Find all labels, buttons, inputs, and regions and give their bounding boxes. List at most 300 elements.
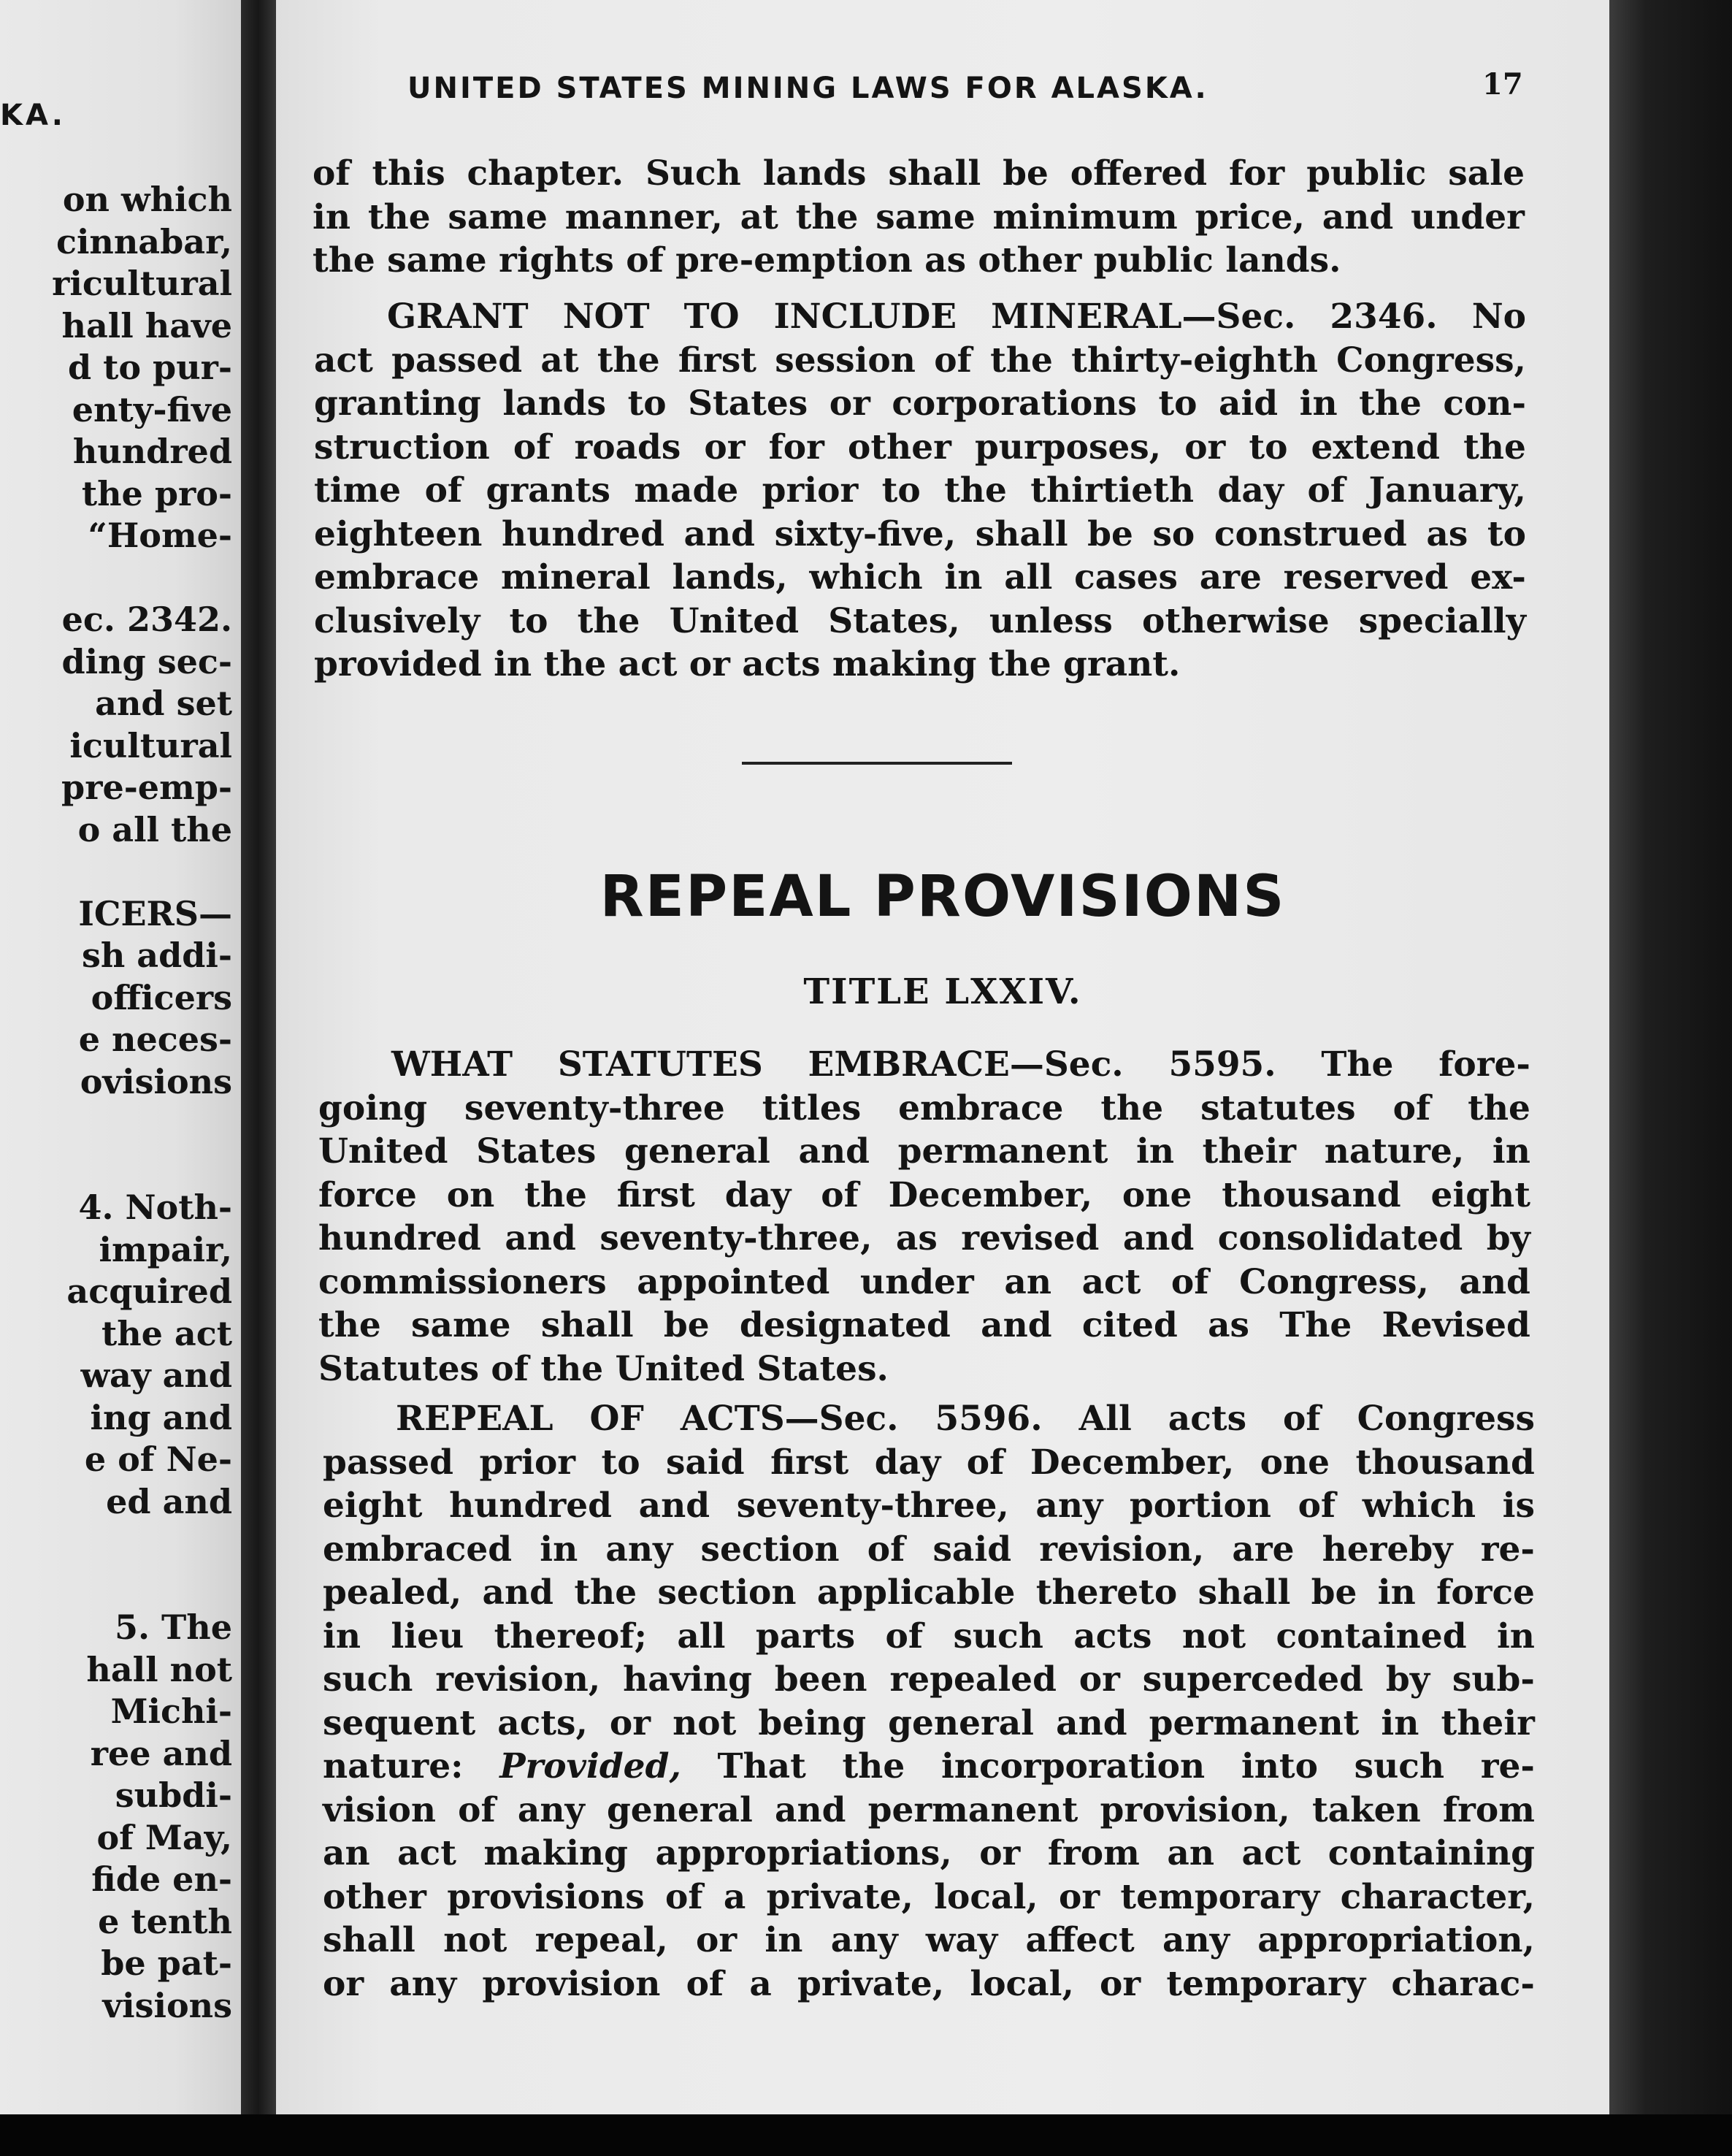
left-page-line: the act: [101, 1313, 232, 1353]
word: and: [981, 1305, 1052, 1345]
word: embrace: [898, 1087, 1064, 1128]
word: force: [318, 1174, 417, 1215]
text-line: the same rights of pre-emption as other public lands.: [313, 240, 1341, 280]
word: first: [616, 1174, 695, 1215]
word: lands,: [672, 557, 788, 597]
text-line: [323, 1876, 1535, 1919]
word: at: [540, 340, 579, 381]
left-page-line: hall have: [61, 305, 232, 345]
word: nature,: [1324, 1131, 1465, 1171]
word: cited: [1081, 1305, 1178, 1345]
word: sub-: [1452, 1659, 1535, 1700]
word: taken: [1311, 1789, 1421, 1830]
word: MINERAL—Sec.: [991, 297, 1296, 337]
word: seventy-three,: [736, 1486, 1009, 1526]
text-line: [314, 469, 1526, 513]
word: act: [1241, 1833, 1301, 1873]
word: vision: [323, 1789, 436, 1830]
word: sequent: [323, 1702, 476, 1743]
word: repealed: [889, 1659, 1057, 1700]
word: re-: [1480, 1529, 1535, 1570]
word: and: [1459, 1261, 1530, 1302]
word: same: [448, 196, 548, 237]
text-line: [318, 1043, 1530, 1087]
word: contained: [1276, 1616, 1467, 1656]
left-page-line: cinnabar,: [55, 221, 232, 261]
word: acts: [1168, 1399, 1247, 1439]
word: Provided,: [499, 1746, 681, 1786]
word: 5596.: [935, 1399, 1043, 1439]
left-page-line: way and: [80, 1356, 232, 1395]
word: of: [664, 1876, 703, 1917]
word: thereto: [1035, 1572, 1178, 1613]
word: or: [609, 1702, 651, 1743]
word: be: [1003, 153, 1049, 194]
text-line: [323, 1658, 1535, 1702]
left-page-line: [52, 851, 232, 893]
word: or: [323, 1963, 364, 2004]
word: shall: [975, 513, 1068, 554]
word: not: [443, 1920, 507, 1960]
left-page-line: [52, 1145, 232, 1188]
text-line: [323, 1832, 1535, 1876]
word: provision,: [1100, 1789, 1290, 1830]
word: made: [634, 470, 739, 511]
word: in: [1299, 383, 1338, 424]
word: an: [1004, 1261, 1051, 1302]
word: TO: [683, 297, 740, 337]
word: eighteen: [314, 513, 483, 554]
word: hundred: [502, 513, 664, 554]
text-line: [323, 1919, 1535, 1962]
word: thirtieth: [1030, 470, 1195, 511]
word: eight: [323, 1486, 423, 1526]
word: same: [411, 1305, 511, 1345]
word: as: [1208, 1305, 1249, 1345]
left-page-line: hundred: [72, 432, 232, 471]
word: provisions: [447, 1876, 645, 1917]
word: be: [1087, 513, 1133, 554]
left-page-line: o all the: [77, 809, 232, 849]
left-page-line: [52, 1523, 232, 1565]
word: WHAT: [391, 1044, 513, 1085]
word: repeal,: [534, 1920, 668, 1960]
word: shall: [540, 1305, 634, 1345]
text-line: [323, 1789, 1535, 1832]
word: prior: [479, 1442, 576, 1483]
word: one: [1122, 1174, 1192, 1215]
word: sale: [1448, 153, 1525, 194]
left-page-line: ricultural: [52, 264, 232, 303]
word: lands: [502, 383, 607, 424]
word: in: [1381, 1702, 1419, 1743]
text-line: [314, 600, 1526, 643]
section-5595-paragraph: [318, 1043, 1530, 1391]
word: character,: [1340, 1876, 1535, 1917]
word: That: [717, 1746, 806, 1786]
word: January,: [1368, 470, 1526, 511]
word: thousand: [1355, 1442, 1535, 1483]
word: unless: [989, 600, 1113, 641]
word: or: [1058, 1876, 1100, 1917]
left-page-line: on which: [62, 180, 232, 219]
word: of: [885, 1616, 924, 1656]
word: in: [313, 196, 351, 237]
word: such: [323, 1659, 413, 1700]
text-line: [323, 1962, 1535, 2006]
word: the: [1359, 383, 1422, 424]
left-page-line: 5. The: [115, 1608, 232, 1647]
continuation-paragraph: [313, 152, 1525, 283]
word: mineral: [500, 557, 651, 597]
word: the: [795, 196, 859, 237]
word: an: [323, 1833, 370, 1873]
word: revision,: [1039, 1529, 1205, 1570]
word: day: [724, 1174, 792, 1215]
word: and: [683, 513, 756, 554]
word: be: [663, 1305, 710, 1345]
word: temporary: [1120, 1876, 1320, 1917]
word: December,: [888, 1174, 1093, 1215]
word: parts: [755, 1616, 856, 1656]
word: the: [367, 196, 431, 237]
word: shall: [1198, 1572, 1291, 1613]
word: in: [765, 1920, 803, 1960]
word: private,: [797, 1963, 945, 2004]
page-number: 17: [1482, 67, 1523, 102]
word: first: [678, 340, 756, 381]
word: and: [775, 1789, 846, 1830]
word: roads: [574, 427, 681, 467]
word: not: [1181, 1616, 1246, 1656]
word: containing: [1327, 1833, 1535, 1873]
word: The: [1279, 1305, 1352, 1345]
word: having: [623, 1659, 752, 1700]
word: aid: [1218, 383, 1279, 424]
word: 5595.: [1168, 1044, 1276, 1085]
left-page-line: of May,: [96, 1817, 232, 1857]
word: in: [1496, 1616, 1535, 1656]
word: con-: [1443, 383, 1526, 424]
word: United: [318, 1131, 448, 1171]
word: for: [1228, 153, 1285, 194]
left-page-line: ing and: [90, 1397, 232, 1437]
word: of: [1392, 1087, 1431, 1128]
word: construed: [1214, 513, 1407, 554]
word: extend: [1311, 427, 1441, 467]
word: States: [476, 1131, 597, 1171]
word: All: [1078, 1399, 1132, 1439]
word: permanent: [897, 1131, 1108, 1171]
word: of: [1170, 1261, 1209, 1302]
left-page-line: Michi-: [110, 1691, 232, 1731]
word: which: [1362, 1486, 1476, 1526]
left-page-line: ed and: [106, 1481, 232, 1521]
word: shall: [888, 153, 981, 194]
word: of: [1283, 1399, 1321, 1439]
word: the: [597, 340, 660, 381]
word: acts,: [497, 1702, 588, 1743]
word: consolidated: [1217, 1218, 1463, 1258]
word: of: [821, 1174, 859, 1215]
word: GRANT: [387, 297, 529, 337]
left-page-line: ovisions: [80, 1061, 232, 1101]
word: time: [314, 470, 402, 511]
word: the: [990, 340, 1053, 381]
word: pealed,: [323, 1572, 462, 1613]
left-page-line: the pro-: [81, 473, 232, 513]
word: which: [809, 557, 923, 597]
word: by: [1486, 1218, 1530, 1258]
word: and: [638, 1486, 710, 1526]
text-line: [318, 1174, 1530, 1217]
word: thirty-eighth: [1071, 340, 1318, 381]
word: or: [695, 1920, 737, 1960]
word: thousand: [1222, 1174, 1401, 1215]
text-line: [323, 1441, 1535, 1485]
text-line: [318, 1130, 1530, 1174]
word: re-: [1480, 1746, 1535, 1786]
word: of: [867, 1529, 905, 1570]
word: general: [606, 1789, 753, 1830]
running-head: UNITED STATES MINING LAWS FOR ALASKA.: [407, 72, 1208, 105]
word: applicable: [816, 1572, 1016, 1613]
word: is: [1502, 1486, 1535, 1526]
word: STATUTES: [557, 1044, 763, 1085]
left-page-line: e tenth: [98, 1901, 232, 1941]
text-line: [314, 339, 1526, 383]
word: and: [1122, 1218, 1195, 1258]
word: or: [1078, 1659, 1120, 1700]
left-page-line: 4. Noth-: [78, 1188, 232, 1227]
word: first: [770, 1442, 849, 1483]
word: granting: [314, 383, 481, 424]
word: otherwise: [1142, 600, 1330, 641]
text-line: [314, 295, 1526, 339]
word: revised: [961, 1218, 1100, 1258]
word: lands: [762, 153, 867, 194]
text-line: Statutes of the United States.: [318, 1348, 889, 1389]
word: embrace: [314, 557, 480, 597]
word: hereby: [1322, 1529, 1453, 1570]
word: are: [1199, 557, 1262, 597]
word: the: [577, 600, 640, 641]
word: sixty-five,: [774, 513, 957, 554]
word: the: [1468, 1087, 1530, 1128]
word: way: [925, 1920, 998, 1960]
word: and: [798, 1131, 870, 1171]
word: under: [859, 1261, 974, 1302]
text-line: [323, 1615, 1535, 1659]
word: titles: [762, 1087, 862, 1128]
word: and: [482, 1572, 554, 1613]
word: of: [458, 1789, 496, 1830]
word: temporary: [1166, 1963, 1366, 2004]
word: the: [944, 470, 1007, 511]
word: cases: [1074, 557, 1179, 597]
word: eight: [1430, 1174, 1530, 1215]
left-page-line: ree and: [90, 1733, 232, 1773]
word: such: [953, 1616, 1043, 1656]
word: from: [1442, 1789, 1535, 1830]
word: said: [666, 1442, 745, 1483]
text-line: [314, 382, 1526, 426]
word: of: [1307, 470, 1346, 511]
scan-bottom-border: [0, 2114, 1732, 2156]
left-page-line: impair,: [99, 1229, 232, 1269]
left-page-line: acquired: [66, 1272, 232, 1311]
word: price,: [1195, 196, 1305, 237]
word: or: [1184, 427, 1226, 467]
left-page-line: ec. 2342.: [61, 600, 232, 639]
word: INCLUDE: [773, 297, 957, 337]
word: in: [944, 557, 983, 597]
word: a: [749, 1963, 772, 2004]
word: any: [605, 1529, 673, 1570]
text-line: [323, 1528, 1535, 1572]
word: clusively: [314, 600, 480, 641]
word: any: [517, 1789, 585, 1830]
word: all: [1004, 557, 1053, 597]
word: revision,: [435, 1659, 601, 1700]
left-page-line: ding sec-: [61, 641, 232, 681]
word: States,: [828, 600, 960, 641]
text-line: [323, 1484, 1535, 1528]
left-page-line: [52, 1103, 232, 1145]
word: minimum: [992, 196, 1178, 237]
word: an: [1167, 1833, 1214, 1873]
word: of: [1298, 1486, 1336, 1526]
word: by: [1385, 1659, 1430, 1700]
word: and: [505, 1218, 576, 1258]
word: or: [1100, 1963, 1141, 2004]
text-line: provided in the act or acts making the grant.: [314, 644, 1181, 684]
word: No: [1471, 297, 1526, 337]
text-line: [314, 426, 1526, 470]
text-line: [318, 1261, 1530, 1304]
word: permanent: [867, 1789, 1078, 1830]
word: to: [1158, 383, 1198, 424]
left-page-line: enty-five: [72, 389, 232, 429]
text-line: [313, 196, 1525, 240]
left-page-line: and set: [95, 684, 232, 723]
word: passed: [323, 1442, 454, 1483]
left-page-line: [52, 557, 232, 600]
word: section: [700, 1529, 840, 1570]
word: shall: [323, 1920, 415, 1960]
word: struction: [314, 427, 490, 467]
text-line: [318, 1087, 1530, 1131]
word: commissioners: [318, 1261, 607, 1302]
word: 2346.: [1330, 297, 1438, 337]
section-divider-rule: [742, 762, 1012, 765]
word: and: [1056, 1702, 1127, 1743]
word: in: [1135, 1131, 1175, 1171]
word: in: [1492, 1131, 1530, 1171]
word: local,: [934, 1876, 1038, 1917]
text-line: [323, 1571, 1535, 1615]
left-page-line: pre-emp-: [61, 768, 232, 807]
word: of: [966, 1442, 1005, 1483]
word: offered: [1070, 153, 1208, 194]
word: OF: [589, 1399, 644, 1439]
right-page-edge: [1609, 0, 1732, 2118]
word: ACTS—Sec.: [680, 1399, 899, 1439]
left-page-header: KA.: [0, 99, 66, 132]
left-page-line: visions: [102, 1985, 232, 2025]
word: general: [624, 1131, 770, 1171]
word: or: [829, 383, 870, 424]
word: all: [677, 1616, 726, 1656]
word: general: [888, 1702, 1035, 1743]
word: be: [1311, 1572, 1357, 1613]
word: REPEAL: [396, 1399, 553, 1439]
word: in: [540, 1529, 578, 1570]
word: The: [1321, 1044, 1394, 1085]
word: other: [847, 427, 951, 467]
word: superceded: [1142, 1659, 1364, 1700]
word: any: [1035, 1486, 1103, 1526]
left-page-line: ICERS—: [78, 893, 232, 933]
word: as: [895, 1218, 938, 1258]
word: into: [1241, 1746, 1318, 1786]
word: being: [758, 1702, 867, 1743]
word: the: [1463, 427, 1526, 467]
word: the: [1100, 1087, 1164, 1128]
word: the: [524, 1174, 587, 1215]
word: nature:: [323, 1746, 464, 1786]
word: purposes,: [974, 427, 1162, 467]
word: States: [688, 383, 808, 424]
word: said: [932, 1529, 1012, 1570]
word: of: [513, 427, 551, 467]
word: in: [1377, 1572, 1416, 1613]
word: from: [1047, 1833, 1140, 1873]
word: act: [1081, 1261, 1141, 1302]
word: December,: [1030, 1442, 1235, 1483]
word: to: [1249, 427, 1288, 467]
word: EMBRACE—Sec.: [808, 1044, 1124, 1085]
word: so: [1152, 513, 1195, 554]
word: reserved: [1283, 557, 1449, 597]
text-line: [318, 1217, 1530, 1261]
left-page-line: subdi-: [115, 1775, 232, 1815]
word: embraced: [323, 1529, 513, 1570]
text-line: [314, 556, 1526, 600]
word: act: [397, 1833, 456, 1873]
word: are: [1232, 1529, 1295, 1570]
word: of: [313, 153, 350, 194]
word: provision: [482, 1963, 661, 2004]
section-2346-paragraph: [314, 295, 1526, 687]
left-page-line: hall not: [86, 1649, 232, 1689]
left-page-line: officers: [91, 977, 232, 1017]
word: Congress: [1357, 1399, 1535, 1439]
word: their: [1441, 1702, 1535, 1743]
word: appropriations,: [655, 1833, 952, 1873]
word: seventy-three: [464, 1087, 725, 1128]
word: Congress,: [1336, 340, 1526, 381]
word: on: [446, 1174, 495, 1215]
word: public: [1306, 153, 1427, 194]
word: designated: [739, 1305, 951, 1345]
word: statutes: [1200, 1087, 1356, 1128]
word: day: [1217, 470, 1284, 511]
word: this: [372, 153, 445, 194]
word: to: [627, 383, 667, 424]
left-page-line: e of Ne-: [84, 1440, 232, 1479]
word: for: [768, 427, 824, 467]
